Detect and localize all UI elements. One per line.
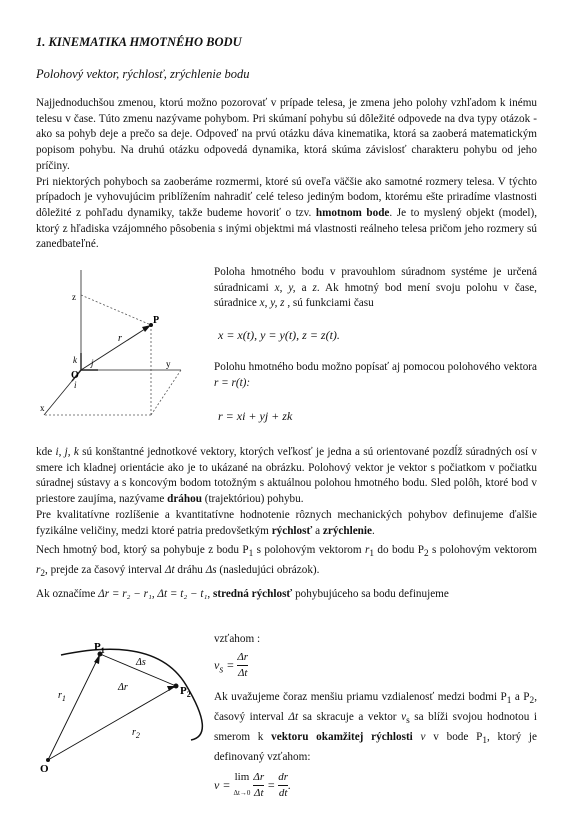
iv-a: Ak uvažujeme čoraz menšiu priamu vzdialenosť medzi bodmi P — [214, 691, 507, 704]
motion-f: dráhu — [174, 564, 206, 577]
iv-e: sa blíži svojou hodnotou i smerom k — [214, 711, 537, 743]
position-text-c: , sú funkciami času — [284, 297, 374, 310]
label-r1: $r_1$ — [58, 690, 66, 703]
mark-a: Ak označíme — [36, 588, 99, 601]
term-draha: dráhou — [167, 493, 202, 506]
label-p1: $P_1$ — [94, 641, 105, 655]
label-r2: $r_2$ — [132, 727, 140, 740]
position-text-a: Poloha hmotného bodu v pravouhlom súradnom systéme je určená súradnicami — [214, 266, 537, 294]
lim-sub: Δt→0 — [233, 788, 251, 797]
coordinate-equations: x = x(t), y = y(t), z = z(t). — [218, 328, 340, 343]
label-p2: $P_2$ — [180, 685, 191, 699]
motion-r2-sub: 2 — [40, 569, 46, 580]
motion-b: s polohovým vektorom — [253, 544, 365, 557]
iv-g: , ktorý je definovaný vzťahom: — [214, 730, 537, 763]
rates-and: a — [312, 524, 323, 537]
section-heading: 1. KINEMATIKA HMOTNÉHO BODU — [36, 35, 242, 49]
mark-text — [36, 587, 537, 603]
fraction-den: Δt — [254, 787, 264, 800]
coord-vars-2: x, y, z — [259, 297, 285, 310]
motion-r2: r — [36, 564, 41, 577]
iv-vs-sub: s — [406, 716, 410, 727]
intro-text-2 — [36, 175, 537, 254]
vztah-label: vzťahom : — [214, 633, 261, 645]
mark-b: , — [207, 588, 213, 601]
vector-r2 — [48, 686, 176, 760]
v-symbol: v — [214, 777, 220, 792]
dashed-edge — [81, 295, 151, 325]
unit-text: sú konštantné jednotkové vektory, ktorých veľkosť je jedna a sú orientované pozdĺž súradných osí v smere ich kladnej orientácie ako je to ukázané na obrázku. Polohový vektor je vektor s počiatkom v počiatku súradnej sústavy a s koncovým bodom totožným s aktuálnou polohou hmotného bodu. Sled polôh, ktoré bod v priestore zaujíma, nazývame — [36, 446, 537, 506]
term-hmotny-bod: hmotnom bode — [315, 206, 390, 219]
label-y: y — [166, 359, 171, 369]
dashed-edge — [151, 370, 181, 415]
position-section — [214, 265, 537, 425]
point-o — [46, 758, 50, 762]
iv-b: a P — [511, 691, 530, 704]
instant-velocity-text — [214, 690, 537, 766]
position-vector-text — [214, 360, 537, 391]
limit-fraction — [253, 770, 264, 802]
instant-velocity-eq: v = lim Δt→0 $\frac{\Delta r}{\Delta t}$ = $\frac{dr}{dt}$ . — [214, 770, 537, 802]
fraction-den: Δt — [237, 667, 248, 680]
mark-c: pohybujúceho sa bodu definujeme — [292, 588, 449, 601]
motion-ds: Δs — [205, 564, 217, 577]
motion-c: do bodu P — [374, 544, 424, 557]
label-x: x — [40, 403, 45, 413]
unit-vecs: i, j, k — [55, 446, 79, 458]
arrow-head — [142, 325, 151, 332]
motion-dt: Δt — [164, 564, 175, 577]
unit-pre: kde — [36, 446, 56, 458]
iv-sub1: 1 — [506, 696, 512, 707]
term-okamzita-rychlost: vektoru okamžitej rýchlosti — [271, 730, 413, 743]
coord-vars: x, y, — [274, 281, 296, 294]
iv-vs: v — [401, 711, 407, 724]
unit-end: (trajektóriou) pohybu. — [201, 493, 304, 506]
position-text — [214, 265, 537, 312]
label-o: O — [40, 763, 49, 775]
term-rychlost: rýchlosť — [271, 524, 313, 537]
vector-decomposition-eq: r = xi + yj + zk — [218, 409, 293, 424]
limit-operator — [233, 770, 250, 801]
motion-d: s polohovým vektorom — [428, 544, 537, 557]
position-vector-eq: r = r(t): — [214, 376, 251, 389]
label-z: z — [72, 292, 76, 302]
intro-paragraph — [36, 96, 537, 253]
motion-r1-sub: 1 — [369, 549, 375, 560]
vs-sub: s — [219, 664, 224, 676]
derivative-fraction — [278, 770, 288, 802]
label-i: i — [74, 380, 77, 390]
motion-sub-2: 2 — [423, 549, 429, 560]
label-ds: Δs — [136, 657, 146, 668]
unit-vectors-paragraph — [36, 445, 537, 603]
mark-eq: Δr = r₂ − r₁, Δt = t₂ − t₁ — [98, 588, 208, 601]
motion-r1: r — [364, 544, 370, 557]
label-o: O — [71, 370, 79, 381]
rates-a: Pre kvalitatívne rozlíšenie a kvantitatívne hodnotenie rôznych mechanických pohybov definujeme ďalšie fyzikálne veličiny, medzi ktoré patria predovšetkým — [36, 508, 537, 537]
motion-e: , prejde za časový interval — [45, 564, 165, 577]
fraction-num: dr — [278, 770, 288, 787]
intro-text-2a: Pri niektorých pohyboch sa zaoberáme rozmermi, ktoré sú oveľa väčšie ako samotné rozmery telesa. V týchto prípadoch je vyhovujúcim priblížením nahradiť celé teleso jediným bodom, ktorému ešte priradíme vlastnosti dôležité z pohľadu dynamiky, takže budeme hovoriť o tzv. — [36, 175, 537, 219]
fraction-den: dt — [278, 787, 288, 800]
motion-sub: 1 — [248, 549, 254, 560]
iv-dt: Δt — [288, 711, 299, 724]
coord-z: z — [312, 281, 317, 294]
position-vector-text-a: Polohu hmotného bodu možno popísať aj pomocou polohového vektora — [214, 360, 537, 373]
motion-text — [36, 543, 537, 583]
motion-a: Nech hmotný bod, ktorý sa pohybuje z bodu P — [36, 544, 249, 557]
point-p2 — [174, 684, 179, 689]
iv-sub2: 2 — [529, 696, 535, 707]
label-k: k — [73, 355, 77, 365]
iv-f: v bode P — [425, 730, 483, 743]
vs-symbol: v — [214, 657, 220, 672]
label-p: P — [153, 315, 160, 326]
iv-c: , časový interval — [214, 691, 538, 724]
rates-text — [36, 508, 537, 539]
intro-text-2c: . Je to myslený objekt (model), ktorý z hľadiska vzájomného pôsobenia s inými objektmi má vlastnosti reálneho telesa pričom jeho rozmery sú zanedbateľné. — [36, 206, 538, 251]
and-word: a — [295, 281, 313, 294]
label-dr: Δr — [118, 682, 128, 693]
rates-end: . — [371, 524, 375, 537]
iv-sub1b: 1 — [482, 736, 487, 747]
fraction-num: Δr — [253, 770, 264, 787]
coordinate-system-figure — [36, 265, 206, 425]
vector-r1 — [48, 654, 100, 760]
subsection-heading: Polohový vektor, rýchlosť, zrýchlenie bodu — [36, 67, 250, 81]
position-text-b: . Ak hmotný bod mení svoju polohu v čase, súradnice — [214, 281, 537, 310]
fraction-num: Δr — [237, 650, 248, 667]
velocity-section — [214, 632, 537, 802]
mean-velocity-eq: $v_s$ = $\frac{\Delta r}{\Delta t}$ — [214, 650, 537, 682]
motion-g: (nasledujúci obrázok). — [216, 564, 320, 577]
term-zrychlenie: zrýchlenie — [322, 524, 372, 537]
mean-velocity-fraction — [237, 650, 248, 682]
intro-text-1: Najjednoduchšou zmenou, ktorú možno pozorovať v prípade telesa, je zmena jeho polohy vzhľadom k inému telesu v čase. Túto zmenu nazývame pohybom. Pri skúmaní pohybu sú dôležité odpovede na dva typy otázok - ako sa pohyb deje a prečo sa deje. Odpoveď na prvú otázku dáva kinematika, ktorá sa zaoberá matematickým popisom pohybu. Na druhú otázku odpovedá dynamika, ktorá skúma závislosť charakteru pohybu od jeho príčiny. — [36, 97, 537, 172]
trajectory-figure — [36, 640, 206, 775]
iv-v: v — [412, 730, 426, 743]
term-stredna-rychlost: stredná rýchlosť — [212, 588, 293, 601]
label-r: r — [118, 333, 122, 344]
unit-vectors-text — [36, 445, 537, 508]
lim-word: lim — [234, 771, 250, 784]
iv-d: sa skracuje a vektor — [298, 711, 402, 724]
label-j: j — [91, 358, 94, 368]
